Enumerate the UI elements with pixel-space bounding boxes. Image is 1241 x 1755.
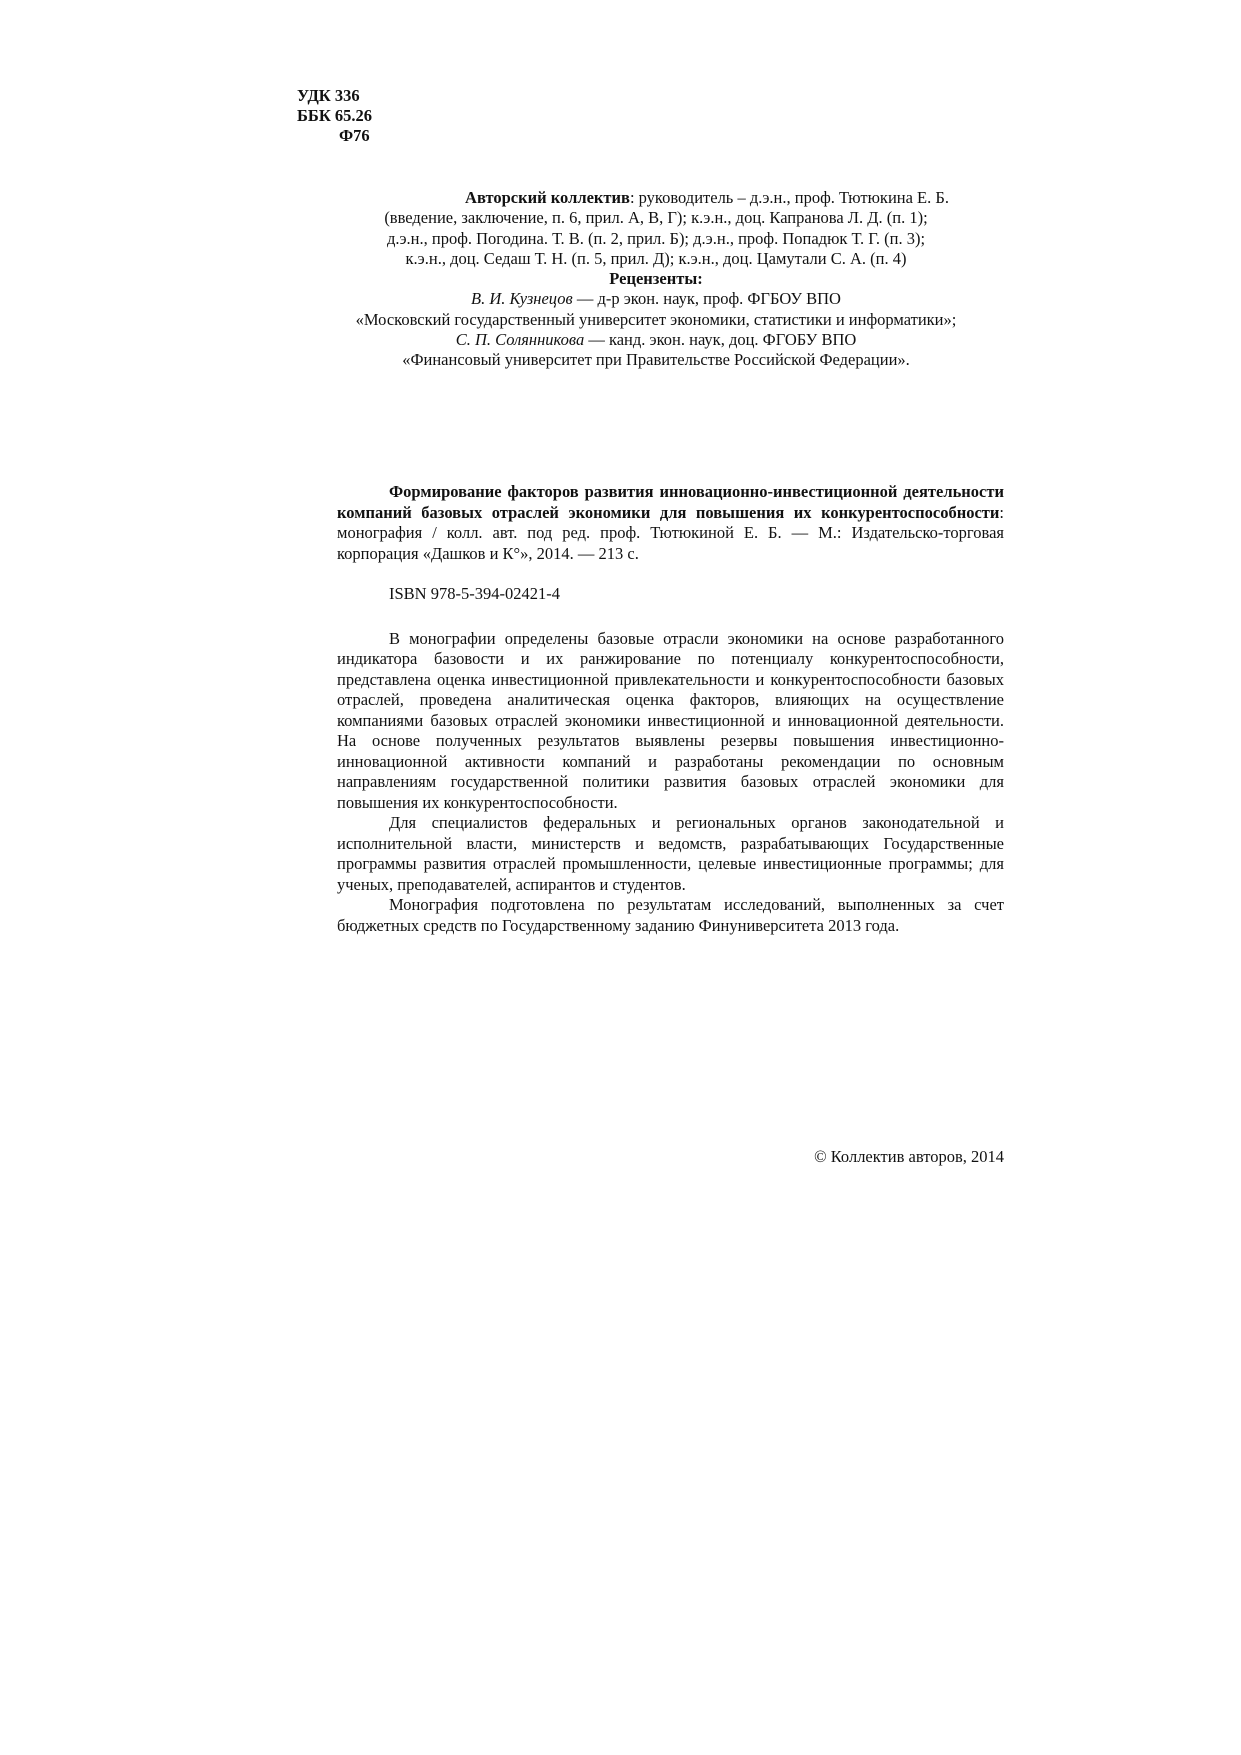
- authors-line-1: [300, 188, 1012, 208]
- abstract-paragraph-3: Монография подготовлена по результатам исследований, выполненных за счет бюджетных средств по Государственному заданию Финуниверситета 2013 года.: [337, 895, 1004, 935]
- bibliographic-info: : монография / колл. авт. под ред. проф. Тютюкиной Е. Б. — М.: Издательско-торговая корпорация «Дашков и К°», 2014. — 213 с.: [337, 502, 1004, 563]
- abstract-paragraph-1: В монографии определены базовые отрасли экономики на основе разработанного индикатора базовости и их ранжирование по потенциалу конкурентоспособности, представлена оценка инвестиционной привлекательности и конкурентоспособности базовых отраслей, проведена аналитическая оценка факторов, влияющих на осуществление компаниями базовых отраслей экономики инвестиционной и инновационной деятельности. На основе полученных результатов выявлены резервы повышения инвестиционно-инновационной активности компаний и разработаны рекомендации по основным направлениям государственной политики развития базовых отраслей экономики для повышения их конкурентоспособности.: [337, 628, 1004, 812]
- authors-line-1-text: : руководитель – д.э.н., проф. Тютюкина Е. Б.: [629, 188, 949, 207]
- classification-codes: [297, 86, 372, 146]
- abstract: [337, 629, 1004, 937]
- copyright-notice: © Коллектив авторов, 2014: [814, 1147, 1004, 1166]
- udk-code: УДК 336: [297, 86, 360, 105]
- authors-label: Авторский коллектив: [465, 188, 630, 207]
- authors-block: [300, 188, 1012, 371]
- authors-line-2: (введение, заключение, п. 6, прил. А, В, Г); к.э.н., доц. Капранова Л. Д. (п. 1);: [384, 208, 928, 228]
- reviewer-1-degree: — д-р экон. наук, проф. ФГБОУ ВПО: [572, 289, 841, 309]
- bbk-code: ББК 65.26: [297, 106, 373, 125]
- reviewer-2-name: С. П. Солянникова: [455, 330, 585, 350]
- author-mark: Ф76: [339, 126, 370, 145]
- isbn: ISBN 978-5-394-02421-4: [389, 584, 560, 603]
- reviewer-2-org: «Финансовый университет при Правительстве Российской Федерации».: [402, 350, 910, 370]
- bibliographic-record: [337, 482, 1004, 564]
- reviewer-2-degree: — канд. экон. наук, доц. ФГОБУ ВПО: [584, 330, 857, 350]
- authors-line-3: д.э.н., проф. Погодина. Т. В. (п. 2, прил. Б); д.э.н., проф. Попадюк Т. Г. (п. 3);: [386, 228, 926, 248]
- reviewer-1: [300, 289, 1012, 309]
- main-block: [337, 482, 1004, 936]
- reviewer-2: [300, 330, 1012, 350]
- book-title: Формирование факторов развития инновационно-инвестиционной деятельности компаний базовых отраслей экономики для повышения их конкурентоспособности: [337, 482, 1004, 522]
- reviewer-1-name: В. И. Кузнецов: [471, 289, 573, 309]
- authors-line-4: к.э.н., доц. Седаш Т. Н. (п. 5, прил. Д); к.э.н., доц. Цамутали С. А. (п. 4): [405, 248, 907, 268]
- reviewers-heading: Рецензенты:: [609, 269, 703, 289]
- reviewer-1-org: «Московский государственный университет экономики, статистики и информатики»;: [355, 309, 957, 329]
- abstract-paragraph-2: Для специалистов федеральных и региональных органов законодательной и исполнительной власти, министерств и ведомств, разрабатывающих Государственные программы развития отраслей промышленности, целевые инвестиционные программы; для ученых, преподавателей, аспирантов и студентов.: [337, 813, 1004, 894]
